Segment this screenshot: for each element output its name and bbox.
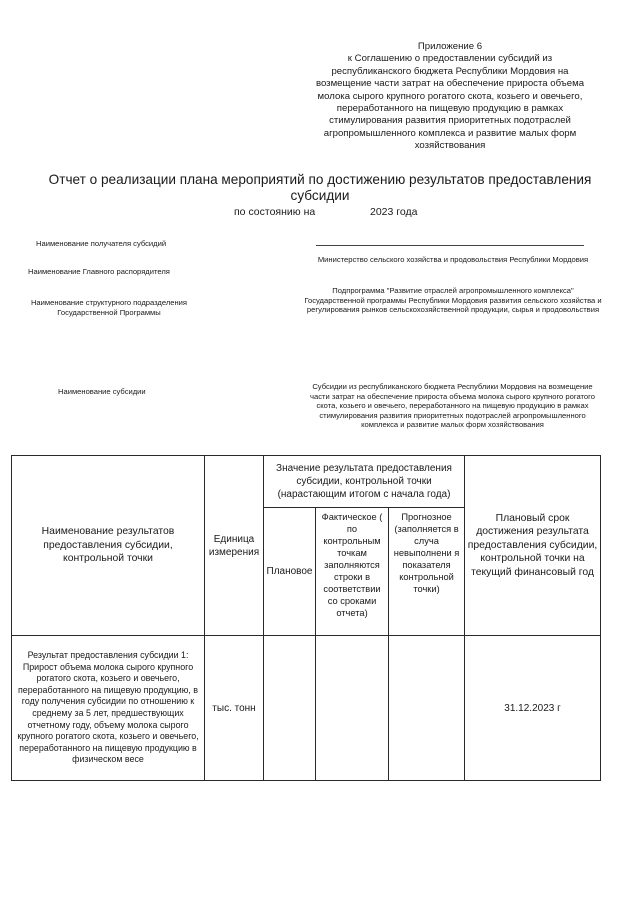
subsidy-label: Наименование субсидии	[58, 387, 146, 396]
row-forecast	[389, 636, 465, 781]
results-table	[11, 455, 601, 781]
recipient-underline	[316, 245, 584, 246]
row-planned	[264, 636, 316, 781]
appendix-line: республиканского бюджета Республики Мордовия на	[331, 65, 569, 77]
appendix-line: агропромышленного комплекса и развитие малых форм	[323, 127, 577, 139]
as-of-label: по состоянию на	[234, 206, 316, 218]
appendix-line: переработанного на пищевую продукцию в рамках	[336, 103, 564, 115]
header-unit: Единица измерения	[205, 456, 264, 636]
subsidy-value: Субсидии из республиканского бюджета Республики Мордовия на возмещение части затрат на обеспечение прироста объема молока сырого крупного рогатого скота, козьего и овечьего, переработанного на пищевую продукцию в рамках стимулирования развития приоритетных подотраслей агропромышленного комплекса и развитие малых форм хозяйствования	[310, 382, 595, 429]
row-result-name: Результат предоставления субсидии 1: Прирост объема молока сырого крупного рогатого скота, козьего и овечьего, переработанного на пищевую продукцию, в году получения субсидии по отношению к среднему за 5 лет, предшествующих отчетному году, объему молока сырого крупного рогатого скота, козьего и овечьего, переработанного на пищевую продукцию в физическом весе	[12, 636, 205, 781]
main-manager-label: Наименование Главного распорядителя	[28, 267, 170, 276]
report-title-line2: субсидии	[290, 188, 350, 203]
appendix-header	[300, 41, 600, 153]
appendix-line: хозяйствования	[414, 140, 486, 152]
main-manager-value: Министерство сельского хозяйства и продовольствия Республики Мордовия	[317, 255, 589, 264]
row-deadline: 31.12.2023 г	[465, 636, 601, 781]
header-deadline: Плановый срок достижения результата предоставления субсидии, контрольной точки на текущий финансовый год	[465, 456, 601, 636]
recipient-label: Наименование получателя субсидий	[36, 239, 167, 248]
appendix-line: к Соглашению о предоставлении субсидий из	[347, 53, 553, 65]
report-title	[20, 172, 620, 204]
table-row	[12, 636, 601, 781]
subdivision-value: Подпрограмма "Развитие отраслей агропромышленного комплекса" Государственной программы Республики Мордовия развития сельского хозяйства и регулирования рынков сельскохозяйственной продукции, сырья и продовольствия	[304, 286, 602, 314]
row-unit: тыс. тонн	[205, 636, 264, 781]
header-name: Наименование результатов предоставления субсидии, контрольной точки	[12, 456, 205, 636]
header-forecast: Прогнозное (заполняется в случа невыполнени я показателя контрольной точки)	[389, 508, 465, 636]
appendix-line: возмещение части затрат на обеспечение прироста объема	[315, 78, 585, 90]
appendix-line: молока сырого крупного рогатого скота, козьего и овечьего,	[317, 90, 583, 102]
subdivision-label: Наименование структурного подразделения Государственной Программы	[30, 298, 188, 317]
table-header-row	[12, 456, 601, 508]
header-value-group: Значение результата предоставления субсидии, контрольной точки (нарастающим итогом с начала года)	[264, 456, 465, 508]
row-actual	[316, 636, 389, 781]
appendix-number: Приложение 6	[417, 41, 483, 52]
report-title-line1: Отчет о реализации плана мероприятий по достижению результатов предоставления	[48, 172, 592, 187]
as-of-year: 2023 года	[370, 206, 418, 218]
header-planned: Плановое	[264, 508, 316, 636]
header-actual: Фактическое ( по контрольным точкам заполняются строки в соответствии со сроками отчета)	[316, 508, 389, 636]
appendix-line: стимулирования развития приоритетных подотраслей	[329, 115, 571, 127]
